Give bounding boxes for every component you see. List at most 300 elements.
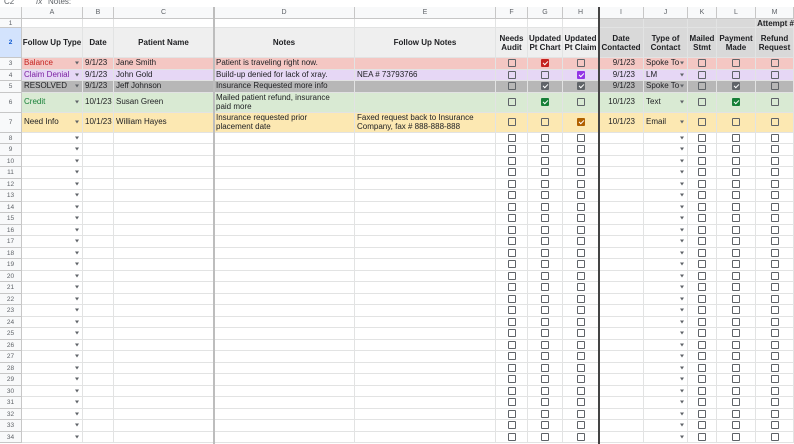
cell[interactable] [528, 81, 563, 93]
type-of-contact-dropdown[interactable] [644, 386, 688, 398]
cell[interactable] [83, 248, 114, 260]
cell[interactable] [563, 351, 599, 363]
checkbox[interactable] [732, 203, 740, 211]
checkbox[interactable] [541, 134, 549, 142]
cell[interactable] [83, 236, 114, 248]
checkbox[interactable] [541, 157, 549, 165]
cell[interactable] [83, 317, 114, 329]
checkbox[interactable] [732, 191, 740, 199]
cell[interactable] [528, 93, 563, 113]
checkbox[interactable] [771, 191, 779, 199]
checkbox[interactable] [698, 329, 706, 337]
dropdown-arrow-icon[interactable] [680, 251, 684, 254]
cell[interactable] [496, 386, 528, 398]
follow-up-type-dropdown[interactable] [22, 271, 83, 283]
checkbox[interactable] [577, 191, 585, 199]
dropdown-arrow-icon[interactable] [75, 148, 79, 151]
checkbox[interactable] [541, 341, 549, 349]
row-header[interactable]: 20 [0, 271, 22, 283]
checkbox[interactable] [698, 157, 706, 165]
cell[interactable] [496, 340, 528, 352]
cell[interactable] [688, 386, 717, 398]
cell[interactable] [528, 179, 563, 191]
cell[interactable] [528, 259, 563, 271]
dropdown-arrow-icon[interactable] [75, 73, 79, 76]
cell[interactable] [214, 179, 355, 191]
column-header-i[interactable]: I [599, 7, 644, 19]
cell[interactable] [717, 317, 756, 329]
header-updated-pt-chart[interactable] [528, 28, 563, 58]
dropdown-arrow-icon[interactable] [680, 412, 684, 415]
cell[interactable] [599, 202, 644, 214]
header-payment-made[interactable] [717, 28, 756, 58]
checkbox[interactable] [771, 306, 779, 314]
cell[interactable] [496, 271, 528, 283]
checkbox[interactable] [577, 118, 585, 126]
checkbox[interactable] [508, 398, 516, 406]
cell[interactable] [496, 58, 528, 70]
cell[interactable] [83, 340, 114, 352]
cell[interactable] [599, 294, 644, 306]
column-header-d[interactable]: D [214, 7, 355, 19]
row-header[interactable]: 22 [0, 294, 22, 306]
cell[interactable] [528, 271, 563, 283]
header-updated-pt-claim[interactable] [563, 28, 599, 58]
cell[interactable] [496, 236, 528, 248]
cell[interactable] [355, 167, 496, 179]
cell[interactable] [528, 409, 563, 421]
checkbox[interactable] [732, 306, 740, 314]
cell[interactable] [214, 113, 355, 133]
cell[interactable] [688, 317, 717, 329]
cell[interactable] [599, 190, 644, 202]
cell[interactable] [114, 271, 214, 283]
cell[interactable] [599, 156, 644, 168]
cell[interactable] [688, 420, 717, 432]
cell[interactable] [563, 225, 599, 237]
cell[interactable] [355, 432, 496, 444]
type-of-contact-dropdown[interactable] [644, 259, 688, 271]
cell[interactable] [114, 70, 214, 82]
checkbox[interactable] [541, 98, 549, 106]
follow-up-type-dropdown[interactable] [22, 374, 83, 386]
row1-cell[interactable] [22, 19, 83, 28]
checkbox[interactable] [732, 237, 740, 245]
column-header-c[interactable]: C [114, 7, 214, 19]
checkbox[interactable] [541, 421, 549, 429]
row-header[interactable]: 14 [0, 202, 22, 214]
cell[interactable] [496, 328, 528, 340]
row-header[interactable]: 32 [0, 409, 22, 421]
row-header[interactable]: 26 [0, 340, 22, 352]
cell[interactable] [528, 374, 563, 386]
cell[interactable] [756, 167, 794, 179]
type-of-contact-dropdown[interactable] [644, 397, 688, 409]
cell[interactable] [496, 351, 528, 363]
cell[interactable] [717, 93, 756, 113]
checkbox[interactable] [541, 318, 549, 326]
cell[interactable] [496, 432, 528, 444]
cell[interactable] [563, 58, 599, 70]
cell[interactable] [756, 317, 794, 329]
checkbox[interactable] [541, 226, 549, 234]
cell[interactable] [355, 236, 496, 248]
checkbox[interactable] [771, 249, 779, 257]
cell[interactable] [83, 432, 114, 444]
cell-reference[interactable]: C2 [4, 0, 15, 6]
checkbox[interactable] [732, 98, 740, 106]
cell[interactable] [717, 167, 756, 179]
header-follow-up-type[interactable] [22, 28, 83, 58]
type-of-contact-dropdown[interactable] [644, 190, 688, 202]
checkbox[interactable] [508, 318, 516, 326]
cell[interactable] [214, 202, 355, 214]
checkbox[interactable] [732, 157, 740, 165]
checkbox[interactable] [508, 433, 516, 441]
row1-cell[interactable] [563, 19, 599, 28]
cell[interactable] [496, 156, 528, 168]
checkbox[interactable] [577, 260, 585, 268]
row-header[interactable]: 12 [0, 179, 22, 191]
cell[interactable] [355, 179, 496, 191]
cell[interactable] [563, 328, 599, 340]
column-header-g[interactable]: G [528, 7, 563, 19]
cell[interactable] [355, 259, 496, 271]
checkbox[interactable] [577, 203, 585, 211]
checkbox[interactable] [732, 433, 740, 441]
cell[interactable] [756, 70, 794, 82]
follow-up-type-dropdown[interactable] [22, 202, 83, 214]
cell[interactable] [688, 58, 717, 70]
checkbox[interactable] [698, 203, 706, 211]
checkbox[interactable] [541, 191, 549, 199]
dropdown-arrow-icon[interactable] [680, 73, 684, 76]
type-of-contact-dropdown[interactable] [644, 282, 688, 294]
dropdown-arrow-icon[interactable] [75, 309, 79, 312]
type-of-contact-dropdown[interactable] [644, 340, 688, 352]
checkbox[interactable] [771, 214, 779, 222]
cell[interactable] [83, 397, 114, 409]
row-header[interactable]: 21 [0, 282, 22, 294]
row-header[interactable]: 7 [0, 113, 22, 133]
cell[interactable] [599, 420, 644, 432]
cell[interactable] [83, 113, 114, 133]
follow-up-type-dropdown[interactable] [22, 167, 83, 179]
checkbox[interactable] [541, 203, 549, 211]
cell[interactable] [756, 363, 794, 375]
cell[interactable] [688, 248, 717, 260]
cell[interactable] [496, 144, 528, 156]
checkbox[interactable] [577, 306, 585, 314]
cell[interactable] [355, 113, 496, 133]
cell[interactable] [355, 81, 496, 93]
checkbox[interactable] [732, 260, 740, 268]
cell[interactable] [496, 179, 528, 191]
follow-up-type-dropdown[interactable] [22, 294, 83, 306]
checkbox[interactable] [732, 341, 740, 349]
cell[interactable] [214, 340, 355, 352]
cell[interactable] [599, 81, 644, 93]
cell[interactable] [528, 351, 563, 363]
checkbox[interactable] [698, 71, 706, 79]
cell[interactable] [717, 374, 756, 386]
cell[interactable] [83, 179, 114, 191]
follow-up-type-dropdown[interactable] [22, 305, 83, 317]
cell[interactable] [83, 271, 114, 283]
row1-cell[interactable] [355, 19, 496, 28]
checkbox[interactable] [541, 295, 549, 303]
cell[interactable] [214, 259, 355, 271]
column-header-k[interactable]: K [688, 7, 717, 19]
cell[interactable] [756, 190, 794, 202]
cell[interactable] [563, 397, 599, 409]
cell[interactable] [599, 93, 644, 113]
cell[interactable] [563, 432, 599, 444]
checkbox[interactable] [698, 318, 706, 326]
checkbox[interactable] [732, 375, 740, 383]
cell[interactable] [214, 351, 355, 363]
checkbox[interactable] [771, 226, 779, 234]
cell[interactable] [717, 397, 756, 409]
cell[interactable] [756, 409, 794, 421]
cell[interactable] [114, 156, 214, 168]
cell[interactable] [599, 282, 644, 294]
cell[interactable] [114, 259, 214, 271]
cell[interactable] [496, 70, 528, 82]
cell[interactable] [756, 133, 794, 145]
checkbox[interactable] [577, 214, 585, 222]
checkbox[interactable] [508, 98, 516, 106]
cell[interactable] [214, 213, 355, 225]
dropdown-arrow-icon[interactable] [75, 121, 79, 124]
column-header-l[interactable]: L [717, 7, 756, 19]
row-header-2[interactable]: 2 [0, 28, 22, 58]
cell[interactable] [599, 432, 644, 444]
checkbox[interactable] [698, 410, 706, 418]
type-of-contact-dropdown[interactable] [644, 363, 688, 375]
cell[interactable] [717, 225, 756, 237]
cell[interactable] [528, 156, 563, 168]
cell[interactable] [83, 282, 114, 294]
checkbox[interactable] [771, 272, 779, 280]
row-header[interactable]: 33 [0, 420, 22, 432]
checkbox[interactable] [541, 329, 549, 337]
header-follow-up-notes[interactable] [355, 28, 496, 58]
cell[interactable] [599, 351, 644, 363]
row-header[interactable]: 11 [0, 167, 22, 179]
checkbox[interactable] [732, 82, 740, 90]
cell[interactable] [214, 190, 355, 202]
checkbox[interactable] [541, 145, 549, 153]
row-header[interactable]: 27 [0, 351, 22, 363]
cell[interactable] [756, 374, 794, 386]
dropdown-arrow-icon[interactable] [680, 343, 684, 346]
checkbox[interactable] [732, 329, 740, 337]
checkbox[interactable] [771, 71, 779, 79]
cell[interactable] [496, 259, 528, 271]
cell[interactable] [599, 305, 644, 317]
checkbox[interactable] [771, 421, 779, 429]
checkbox[interactable] [577, 145, 585, 153]
cell[interactable] [563, 317, 599, 329]
cell[interactable] [688, 225, 717, 237]
cell[interactable] [599, 225, 644, 237]
cell[interactable] [563, 144, 599, 156]
checkbox[interactable] [577, 98, 585, 106]
row-header[interactable]: 28 [0, 363, 22, 375]
checkbox[interactable] [732, 249, 740, 257]
row-header-1[interactable]: 1 [0, 19, 22, 28]
column-header-h[interactable]: H [563, 7, 599, 19]
cell[interactable] [496, 190, 528, 202]
follow-up-type-dropdown[interactable] [22, 282, 83, 294]
checkbox[interactable] [508, 203, 516, 211]
cell[interactable] [717, 179, 756, 191]
cell[interactable] [717, 409, 756, 421]
follow-up-type-dropdown[interactable] [22, 236, 83, 248]
column-header-a[interactable]: A [22, 7, 83, 19]
checkbox[interactable] [771, 295, 779, 303]
cell[interactable] [717, 271, 756, 283]
checkbox[interactable] [577, 157, 585, 165]
header-date-contacted[interactable] [599, 28, 644, 58]
checkbox[interactable] [732, 134, 740, 142]
cell[interactable] [114, 351, 214, 363]
cell[interactable] [496, 363, 528, 375]
cell[interactable] [355, 93, 496, 113]
checkbox[interactable] [698, 82, 706, 90]
cell[interactable] [83, 58, 114, 70]
row1-cell[interactable] [496, 19, 528, 28]
checkbox[interactable] [577, 352, 585, 360]
cell[interactable] [114, 190, 214, 202]
cell[interactable] [688, 93, 717, 113]
checkbox[interactable] [577, 180, 585, 188]
cell[interactable] [214, 305, 355, 317]
cell[interactable] [528, 248, 563, 260]
checkbox[interactable] [508, 283, 516, 291]
cell[interactable] [114, 93, 214, 113]
type-of-contact-dropdown[interactable] [644, 213, 688, 225]
cell[interactable] [83, 70, 114, 82]
checkbox[interactable] [508, 145, 516, 153]
header-needs-audit[interactable] [496, 28, 528, 58]
checkbox[interactable] [771, 375, 779, 383]
checkbox[interactable] [698, 214, 706, 222]
cell[interactable] [756, 58, 794, 70]
checkbox[interactable] [771, 145, 779, 153]
checkbox[interactable] [771, 237, 779, 245]
cell[interactable] [599, 179, 644, 191]
column-header-e[interactable]: E [355, 7, 496, 19]
cell[interactable] [717, 294, 756, 306]
cell[interactable] [756, 305, 794, 317]
checkbox[interactable] [577, 410, 585, 418]
cell[interactable] [214, 144, 355, 156]
dropdown-arrow-icon[interactable] [75, 205, 79, 208]
dropdown-arrow-icon[interactable] [680, 297, 684, 300]
cell[interactable] [114, 144, 214, 156]
cell[interactable] [563, 113, 599, 133]
cell[interactable] [528, 282, 563, 294]
cell[interactable] [599, 328, 644, 340]
cell[interactable] [688, 167, 717, 179]
cell[interactable] [599, 386, 644, 398]
cell[interactable] [528, 70, 563, 82]
row1-cell[interactable] [214, 19, 355, 28]
type-of-contact-dropdown[interactable] [644, 113, 688, 133]
follow-up-type-dropdown[interactable] [22, 363, 83, 375]
row-header[interactable]: 5 [0, 81, 22, 93]
follow-up-type-dropdown[interactable] [22, 420, 83, 432]
cell[interactable] [756, 179, 794, 191]
cell[interactable] [563, 282, 599, 294]
checkbox[interactable] [577, 318, 585, 326]
cell[interactable] [355, 213, 496, 225]
cell[interactable] [688, 294, 717, 306]
checkbox[interactable] [698, 433, 706, 441]
cell[interactable] [355, 133, 496, 145]
cell[interactable] [83, 202, 114, 214]
cell[interactable] [717, 363, 756, 375]
cell[interactable] [83, 351, 114, 363]
checkbox[interactable] [508, 260, 516, 268]
dropdown-arrow-icon[interactable] [75, 171, 79, 174]
checkbox[interactable] [698, 421, 706, 429]
cell[interactable] [528, 236, 563, 248]
cell[interactable] [563, 213, 599, 225]
row-header[interactable]: 23 [0, 305, 22, 317]
cell[interactable] [214, 271, 355, 283]
checkbox[interactable] [732, 226, 740, 234]
type-of-contact-dropdown[interactable] [644, 409, 688, 421]
cell[interactable] [756, 340, 794, 352]
checkbox[interactable] [541, 237, 549, 245]
cell[interactable] [114, 213, 214, 225]
row-header[interactable]: 29 [0, 374, 22, 386]
checkbox[interactable] [698, 237, 706, 245]
checkbox[interactable] [577, 82, 585, 90]
cell[interactable] [756, 81, 794, 93]
checkbox[interactable] [508, 249, 516, 257]
type-of-contact-dropdown[interactable] [644, 133, 688, 145]
checkbox[interactable] [771, 98, 779, 106]
cell[interactable] [496, 213, 528, 225]
dropdown-arrow-icon[interactable] [75, 182, 79, 185]
checkbox[interactable] [541, 398, 549, 406]
cell[interactable] [214, 156, 355, 168]
cell[interactable] [717, 420, 756, 432]
checkbox[interactable] [577, 433, 585, 441]
cell[interactable] [756, 432, 794, 444]
cell[interactable] [83, 420, 114, 432]
checkbox[interactable] [577, 295, 585, 303]
row-header[interactable]: 16 [0, 225, 22, 237]
column-header-b[interactable]: B [83, 7, 114, 19]
dropdown-arrow-icon[interactable] [680, 62, 684, 65]
cell[interactable] [214, 248, 355, 260]
row-header[interactable]: 24 [0, 317, 22, 329]
dropdown-arrow-icon[interactable] [75, 366, 79, 369]
cell[interactable] [355, 317, 496, 329]
type-of-contact-dropdown[interactable] [644, 167, 688, 179]
follow-up-type-dropdown[interactable] [22, 213, 83, 225]
checkbox[interactable] [541, 306, 549, 314]
checkbox[interactable] [698, 180, 706, 188]
dropdown-arrow-icon[interactable] [75, 355, 79, 358]
dropdown-arrow-icon[interactable] [75, 251, 79, 254]
cell[interactable] [599, 363, 644, 375]
